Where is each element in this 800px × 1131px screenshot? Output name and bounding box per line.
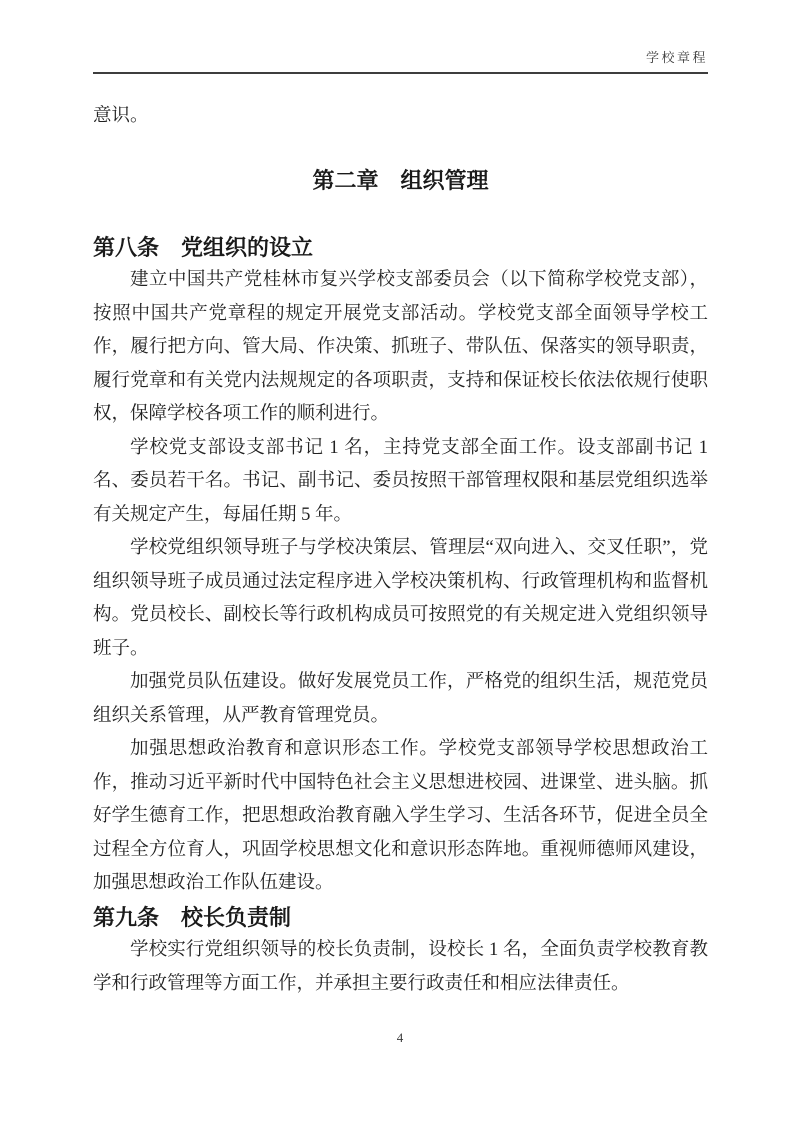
body-paragraph: 学校党支部设支部书记 1 名，主持党支部全面工作。设支部副书记 1 名、委员若干名。书记、副书记、委员按照干部管理权限和基层党组织选举有关规定产生，每届任期 5 年。	[93, 437, 708, 525]
article-8-heading: 第八条 党组织的设立	[93, 234, 314, 260]
body-paragraph: 建立中国共产党桂林市复兴学校支部委员会（以下简称学校党支部），按照中国共产党章程的规定开展党支部活动。学校党支部全面领导学校工作，履行把方向、管大局、作决策、抓班子、带队伍、保落实的领导职责，履行党章和有关党内法规规定的各项职责，支持和保证校长依法依规行使职权，保障学校各项工作的顺利进行。	[93, 270, 708, 424]
page-header-title: 学校章程	[645, 50, 708, 65]
article-9-heading: 第九条 校长负责制	[93, 904, 292, 930]
header-divider	[93, 72, 708, 74]
page-number: 4	[396, 1030, 404, 1045]
body-paragraph: 加强党员队伍建设。做好发展党员工作，严格党的组织生活，规范党员组织关系管理，从严教育管理党员。	[93, 672, 708, 726]
chapter-heading: 第二章 组织管理	[312, 167, 489, 193]
body-paragraph: 加强思想政治教育和意识形态工作。学校党支部领导学校思想政治工作，推动习近平新时代中国特色社会主义思想进校园、进课堂、进头脑。抓好学生德育工作，把思想政治教育融入学生学习、生活各环节，促进全员全过程全方位育人，巩固学校思想文化和意识形态阵地。重视师德师风建设，加强思想政治工作队伍建设。	[93, 739, 708, 893]
page-header	[93, 0, 708, 74]
document-body	[93, 76, 708, 1001]
body-paragraph: 学校党组织领导班子与学校决策层、管理层“双向进入、交叉任职”，党组织领导班子成员通过法定程序进入学校决策机构、行政管理机构和监督机构。党员校长、副校长等行政机构成员可按照党的有关规定进入党组织领导班子。	[93, 538, 708, 659]
continued-paragraph-fragment: 意识。	[93, 106, 149, 126]
body-paragraph: 学校实行党组织领导的校长负责制，设校长 1 名，全面负责学校教育教学和行政管理等方面工作，并承担主要行政责任和相应法律责任。	[93, 940, 708, 994]
